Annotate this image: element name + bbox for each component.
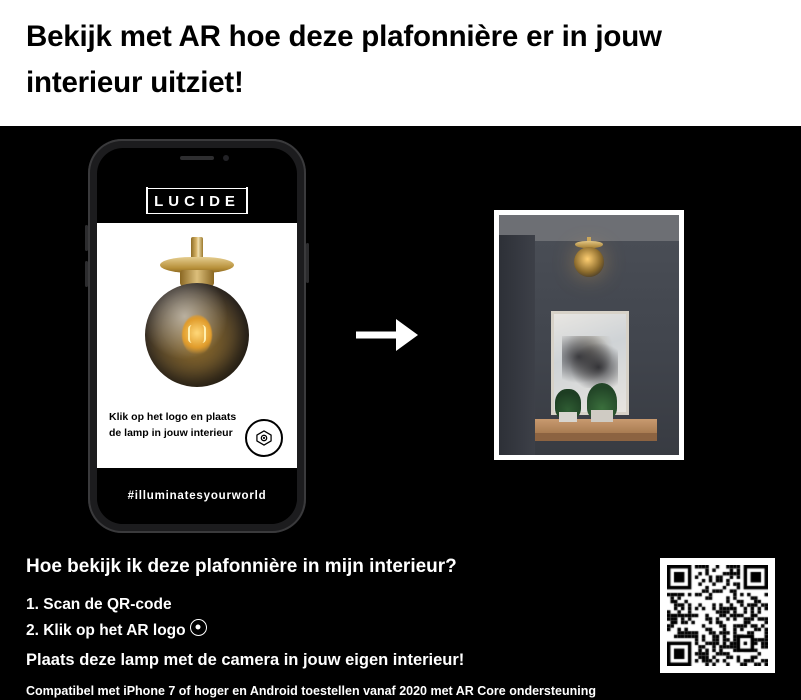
compatibility-note: Compatibel met iPhone 7 of hoger en Android toestellen vanaf 2020 met AR Core ondersteuning [26, 684, 596, 698]
phone-mockup [88, 139, 306, 533]
interior-preview-image [494, 210, 684, 460]
footer-step-2 [26, 622, 207, 640]
volume-up-button [85, 225, 88, 251]
lamp-filament [188, 325, 206, 343]
visual-stage [0, 126, 801, 540]
footer-step-2-label: 2. Klik op het AR logo [26, 622, 186, 639]
room-left-wall [499, 235, 535, 455]
power-button [306, 243, 309, 283]
room-background [499, 215, 679, 455]
qr-code[interactable] [660, 558, 775, 673]
page-title: Bekijk met AR hoe deze plafonnière er in jouw interieur uitziet! [26, 20, 662, 99]
plant-pot-left [559, 412, 577, 422]
phone-screen [97, 148, 297, 524]
brand-bar [97, 178, 297, 223]
phone-cta-text: Klik op het logo en plaats de lamp in jouw interieur [109, 411, 237, 440]
ar-cube-icon [190, 619, 207, 636]
footer-heading: Hoe bekijk ik deze plafonnière in mijn interieur? [26, 556, 457, 577]
volume-down-button [85, 261, 88, 287]
ar-cube-icon[interactable] [245, 419, 283, 457]
earpiece-speaker-icon [180, 156, 214, 160]
product-pane [97, 223, 297, 468]
arrow-right-icon [352, 306, 424, 364]
lamp-stem [191, 237, 203, 259]
qr-code-canvas [667, 565, 768, 666]
hashtag-bar: #illuminatesyourworld [97, 468, 297, 524]
phone-notch [145, 148, 249, 169]
room-lamp-globe [574, 247, 604, 277]
brand-logo: LUCIDE [146, 188, 248, 214]
header [0, 0, 801, 126]
ceiling-lamp-image [137, 237, 257, 402]
front-camera-icon [223, 155, 229, 161]
plant-pot-right [591, 410, 613, 422]
shelf-edge [535, 432, 657, 441]
footer-step-1: 1. Scan de QR-code [26, 596, 172, 613]
footer-cta: Plaats deze lamp met de camera in jouw eigen interieur! [26, 651, 465, 669]
footer [0, 540, 801, 700]
